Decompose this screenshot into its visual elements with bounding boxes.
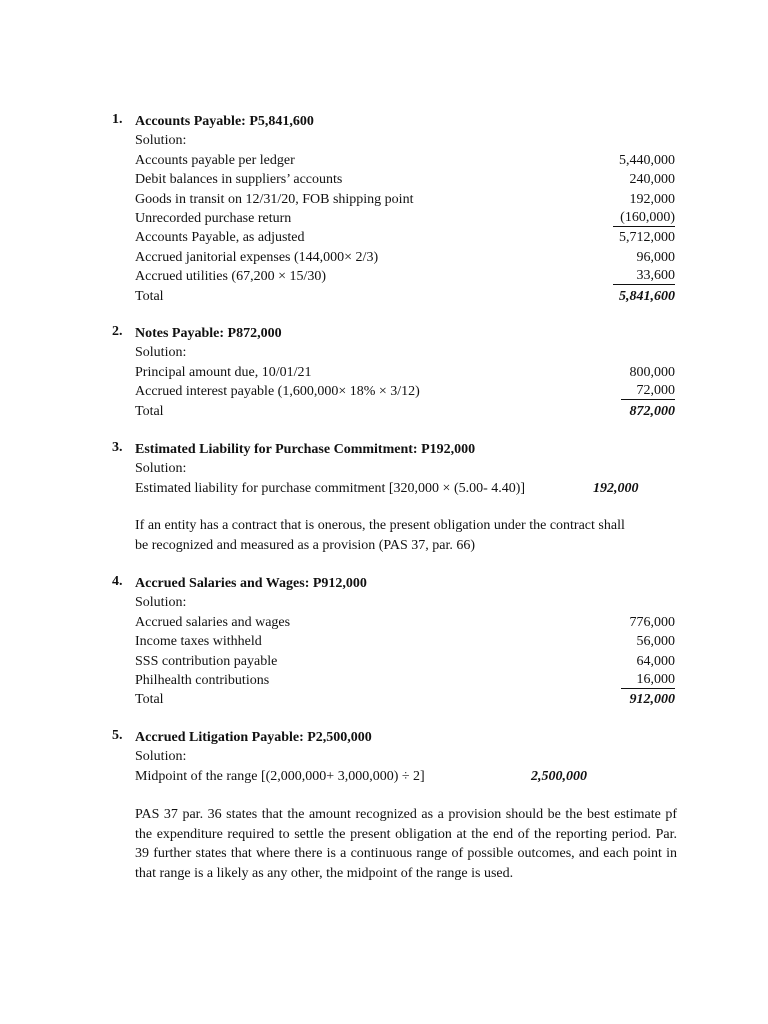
- line-item: [135, 170, 675, 189]
- section-number: 2.: [112, 324, 123, 339]
- line-amount: 192,000: [593, 480, 639, 496]
- line-item: [135, 479, 675, 498]
- line-item: [135, 209, 675, 228]
- line-amount: 800,000: [629, 364, 675, 380]
- line-item: [135, 151, 675, 170]
- line-amount: 72,000: [621, 382, 675, 400]
- line-amount: 5,712,000: [619, 230, 675, 246]
- section-title: Accounts Payable: P5,841,600: [135, 114, 314, 129]
- line-amount: 16,000: [621, 671, 675, 689]
- line-label: Estimated liability for purchase commitment [320,000 × (5.00- 4.40)]: [135, 480, 526, 496]
- section-title: Accrued Salaries and Wages: P912,000: [135, 576, 367, 591]
- line-label: Accrued utilities (67,200 × 15/30): [135, 269, 327, 285]
- line-item: [135, 652, 675, 671]
- line-amount: 56,000: [636, 634, 675, 650]
- line-amount: 240,000: [629, 172, 675, 188]
- solution-label: Solution:: [135, 133, 187, 149]
- line-label: SSS contribution payable: [135, 653, 278, 669]
- line-amount: 33,600: [613, 267, 675, 285]
- solution-label: Solution:: [135, 749, 187, 765]
- section-5-note: PAS 37 par. 36 states that the amount recognized as a provision should be the best estimate pf the expenditure required to settle the present obligation at the end of the reporting period. Par. 39 further states that where there is a continuous range of possible outcomes, and each point in that range is a likely as any other, the midpoint of the range is used.: [135, 807, 677, 881]
- line-amount: 776,000: [629, 614, 675, 630]
- line-label: Philhealth contributions: [135, 672, 270, 688]
- line-item: [135, 363, 675, 382]
- line-item: [135, 632, 675, 651]
- line-label: Midpoint of the range [(2,000,000+ 3,000,000) ÷ 2]: [135, 768, 425, 784]
- section-number: 3.: [112, 440, 123, 455]
- note-line: be recognized and measured as a provision (PAS 37, par. 66): [135, 537, 476, 553]
- total-line: [135, 690, 675, 709]
- total-line: [135, 287, 675, 306]
- section-number: 5.: [112, 728, 123, 743]
- section-number: 1.: [112, 112, 123, 127]
- line-amount: (160,000): [613, 209, 675, 227]
- total-line: [135, 402, 675, 421]
- section-title: Estimated Liability for Purchase Commitment: P192,000: [135, 442, 476, 457]
- line-item: [135, 613, 675, 632]
- line-label: Accrued interest payable (1,600,000× 18% × 3/12): [135, 384, 420, 400]
- line-label: Principal amount due, 10/01/21: [135, 364, 312, 380]
- line-amount: 64,000: [636, 653, 675, 669]
- note-line: If an entity has a contract that is onerous, the present obligation under the contract shall: [135, 518, 625, 533]
- line-amount: 5,440,000: [619, 152, 675, 168]
- solution-label: Solution:: [135, 461, 187, 477]
- line-item: [135, 767, 675, 786]
- line-label: Total: [135, 288, 164, 304]
- line-label: Debit balances in suppliers’ accounts: [135, 172, 343, 188]
- solution-label: Solution:: [135, 595, 187, 611]
- line-amount: 192,000: [629, 191, 675, 207]
- total-amount: 872,000: [629, 403, 675, 419]
- line-label: Unrecorded purchase return: [135, 210, 292, 226]
- line-label: Accounts Payable, as adjusted: [135, 230, 305, 246]
- total-amount: 5,841,600: [619, 288, 675, 304]
- line-item: [135, 190, 675, 209]
- line-amount: 2,500,000: [531, 768, 587, 784]
- section-3-note: [135, 516, 677, 555]
- line-item: [135, 267, 675, 286]
- line-label: Total: [135, 403, 164, 419]
- line-label: Goods in transit on 12/31/20, FOB shipping point: [135, 191, 414, 207]
- section-title: Accrued Litigation Payable: P2,500,000: [135, 730, 372, 745]
- section-title: Notes Payable: P872,000: [135, 326, 282, 341]
- line-item: [135, 671, 675, 690]
- line-item: [135, 248, 675, 267]
- section-number: 4.: [112, 574, 123, 589]
- total-amount: 912,000: [629, 692, 675, 708]
- line-label: Accrued salaries and wages: [135, 614, 291, 630]
- line-amount: 96,000: [636, 249, 675, 265]
- line-label: Accounts payable per ledger: [135, 152, 295, 168]
- line-label: Accrued janitorial expenses (144,000× 2/3): [135, 249, 379, 265]
- solution-label: Solution:: [135, 345, 187, 361]
- line-label: Income taxes withheld: [135, 634, 262, 650]
- line-item: [135, 228, 675, 247]
- line-label: Total: [135, 692, 164, 708]
- line-item: [135, 382, 675, 401]
